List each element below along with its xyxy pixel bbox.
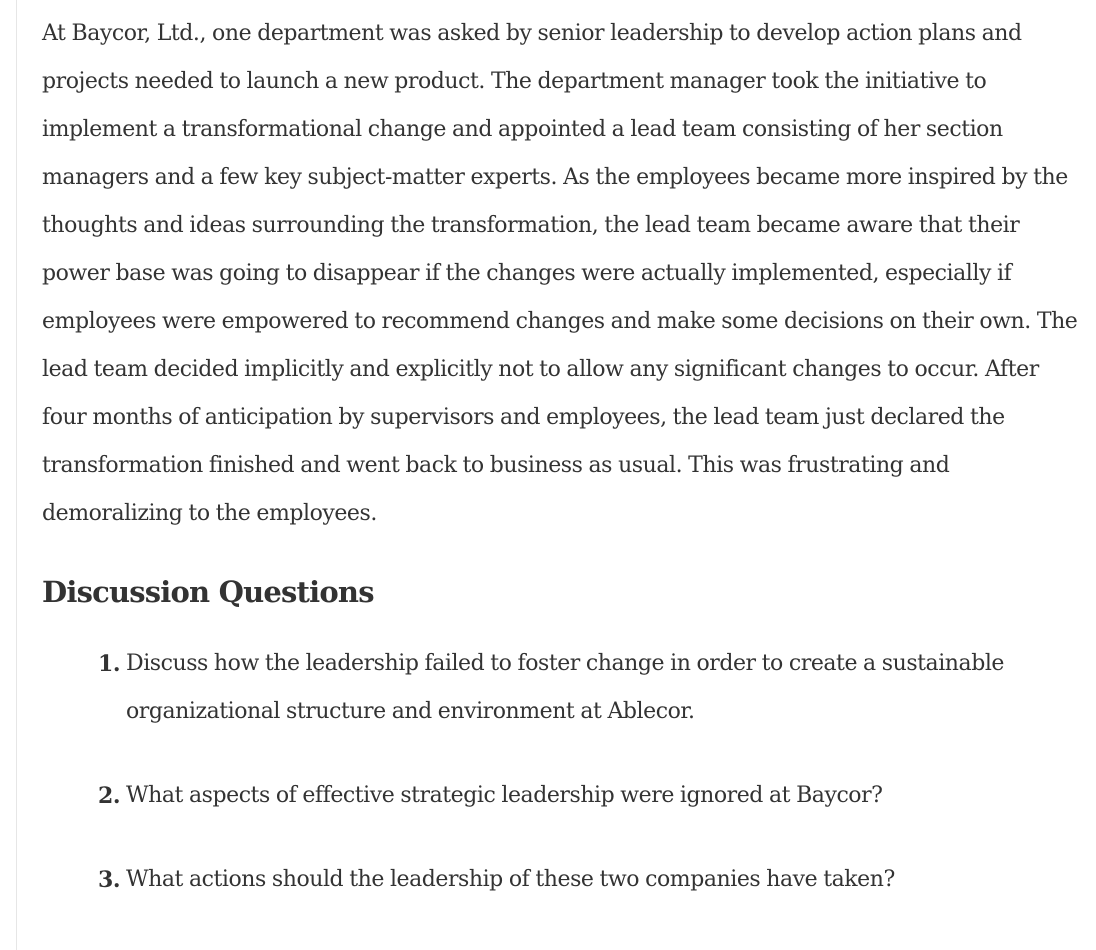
discussion-question — [42, 772, 1082, 820]
discussion-question — [42, 640, 1082, 736]
discussion-question-list — [42, 640, 1082, 904]
left-border-rule — [16, 0, 17, 950]
question-number: 1. — [98, 651, 121, 677]
question-text: What actions should the leadership of these two companies have taken? — [126, 867, 895, 892]
question-text: Discuss how the leadership failed to foster change in order to create a sustainable organizational structure and environment at Ablecor. — [126, 651, 1004, 724]
discussion-question — [42, 856, 1082, 904]
question-text: What aspects of effective strategic leadership were ignored at Baycor? — [126, 783, 883, 808]
question-number: 3. — [98, 867, 121, 893]
question-number: 2. — [98, 783, 121, 809]
case-paragraph: At Baycor, Ltd., one department was asked by senior leadership to develop action plans and projects needed to launch a new product. The department manager took the initiative to implement a transformational change and appointed a lead team consisting of her section managers and a few key subject-matter experts. As the employees became more inspired by the thoughts and ideas surrounding the transformation, the lead team became aware that their power base was going to disappear if the changes were actually implemented, especially if employees were empowered to recommend changes and make some decisions on their own. The lead team decided implicitly and explicitly not to allow any significant changes to occur. After four months of anticipation by supervisors and employees, the lead team just declared the transformation finished and went back to business as usual. This was frustrating and demoralizing to the employees. — [42, 21, 1078, 526]
discussion-heading: Discussion Questions — [42, 575, 374, 609]
article-content — [42, 10, 1082, 940]
